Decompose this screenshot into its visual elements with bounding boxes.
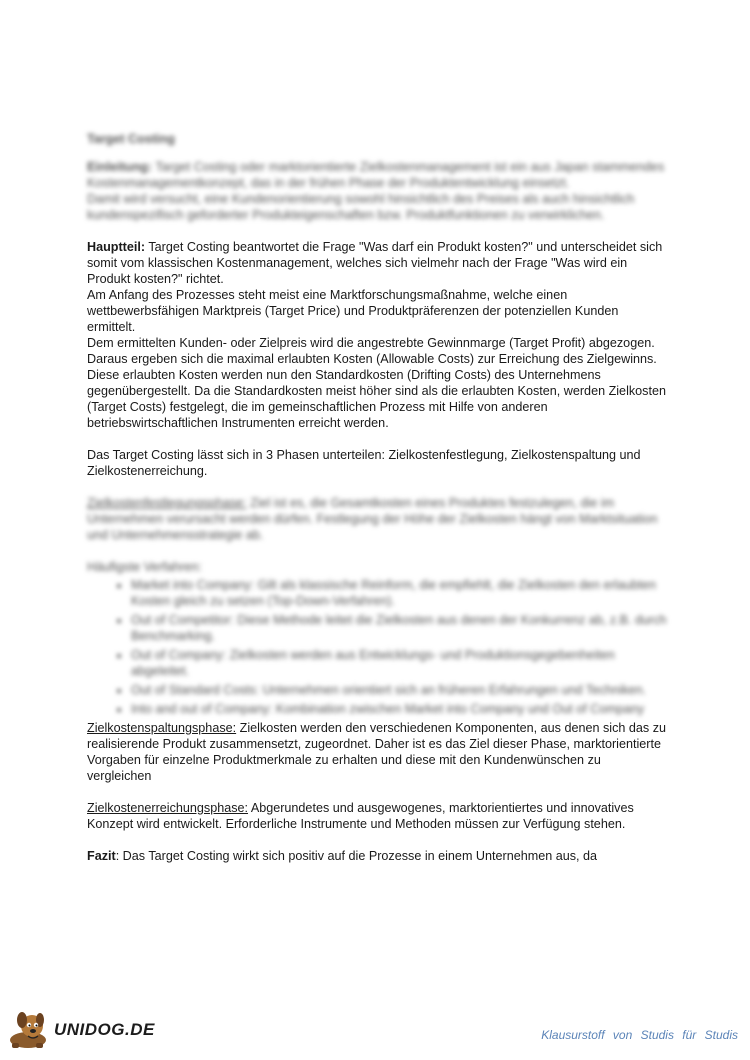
blurred-phase1-section [87, 495, 667, 717]
list-item: • Out of Competitor: Diese Methode leitet die Zielkosten aus denen der Konkurrenz ab, z.B. durch Benchmarking. [131, 612, 667, 644]
phase1-label: Zielkostenfestlegungsphase: [87, 496, 247, 510]
main-text-1: Target Costing beantwortet die Frage "Was darf ein Produkt kosten?" und unterscheidet sich somit vom klassischen Kostenmanagement, welches sich vielmehr nach der Frage "Was wird ein Produkt kosten?" richtet. [87, 240, 663, 286]
methods-list [87, 577, 667, 717]
phases-paragraph: Das Target Costing lässt sich in 3 Phasen unterteilen: Zielkostenfestlegung, Zielkostenspaltung und Zielkostenerreichung. [87, 448, 641, 478]
dog-icon [2, 1010, 54, 1050]
logo-text: UNIDOG.DE [54, 1020, 155, 1039]
phase3-paragraph [87, 800, 667, 832]
main-paragraph-4: Diese erlaubten Kosten werden nun den Standardkosten (Drifting Costs) des Unternehmens gegenübergestellt. Da die Standardkosten meist höher sind als die erlaubten Kosten, werden Zielkosten (Target Costs) festgelegt, die im gemeinschaftlichen Prozess mit Hilfe von anderen betriebswirtschaftlichen Instrumenten erreicht werden. [87, 368, 666, 430]
intro-label: Einleitung: [87, 160, 153, 174]
blurred-intro-section [87, 131, 667, 223]
phase3-text: Abgerundetes und ausgewogenes, marktorientiertes und innovatives Konzept wird entwickelt. Erforderliche Instrumente und Methoden müssen zur Verfügung stehen. [87, 801, 634, 831]
list-item: • Out of Company: Zielkosten werden aus Entwicklungs- und Produktionsgegebenheiten abgeleitet. [131, 647, 667, 679]
phase1-paragraph [87, 495, 667, 543]
conclusion-label: Fazit [87, 849, 116, 863]
intro-paragraph [87, 159, 667, 191]
phase3-label: Zielkostenerreichungsphase: [87, 801, 249, 815]
phase2-paragraph [87, 720, 667, 784]
main-paragraph-3: Dem ermittelten Kunden- oder Zielpreis wird die angestrebte Gewinnmarge (Target Profit) abgezogen. Daraus ergeben sich die maximal erlaubten Kosten (Allowable Costs) zur Erreichung des Zielgewinns. [87, 336, 657, 366]
unidog-logo [2, 1010, 172, 1050]
phase2-text: Zielkosten werden den verschiedenen Komponenten, aus denen sich das zu realisierende Produkt zusammensetzt, zugeordnet. Daher ist es das Ziel dieser Phase, marktorientierte Vorgaben für einzelne Produktmerkmale zu erhalten und diese mit den Kundenwünschen zu vergleichen [87, 721, 666, 783]
phase1-text: Ziel ist es, die Gesamtkosten eines Produktes festzulegen, die im Unternehmen verursacht werden dürfen. Festlegung der Höhe der Zielkosten hängt von Marktsituation und Unternehmensstrategie ab. [87, 496, 658, 542]
intro-text: Target Costing oder marktorientierte Zielkostenmanagement ist ein aus Japan stammendes Kostenmanagementkonzept, das in der frühen Phase der Produktentwicklung einsetzt. [87, 160, 665, 190]
document-body [87, 131, 667, 864]
phase2-label: Zielkostenspaltungsphase: [87, 721, 237, 735]
conclusion-text: : Das Target Costing wirkt sich positiv auf die Prozesse in einem Unternehmen aus, da [115, 849, 598, 863]
intro-paragraph-2: Damit wird versucht, eine Kundenorientierung sowohl hinsichtlich des Preises als auch hinsichtlich kundenspezifisch geforderter Produkteigenschaften bzw. Produktfunktionen zu verwirklichen. [87, 192, 635, 222]
main-label: Hauptteil: [87, 240, 146, 254]
conclusion-paragraph [87, 848, 667, 864]
list-item: • Out of Standard Costs: Unternehmen orientiert sich an früheren Erfahrungen und Techniken. [131, 682, 667, 698]
main-paragraph-2: Am Anfang des Prozesses steht meist eine Marktforschungsmaßnahme, welche einen wettbewerbsfähigen Marktpreis (Target Price) und Produktpräferenzen der potenziellen Kunden ermittelt. [87, 288, 619, 334]
footer-tagline: Klausurstoff von Studis für Studis [541, 1028, 738, 1042]
main-paragraph-1 [87, 239, 667, 287]
list-item: • Market into Company: Gilt als klassische Reinform, die empfiehlt, die Zielkosten den erlaubten Kosten gleich zu setzen (Top-Down-Verfahren). [131, 577, 667, 609]
methods-heading: Häufigste Verfahren: [87, 560, 202, 574]
list-item: • Into and out of Company: Kombination zwischen Market into Company und Out of Company [131, 701, 667, 717]
document-title: Target Costing [87, 132, 175, 146]
